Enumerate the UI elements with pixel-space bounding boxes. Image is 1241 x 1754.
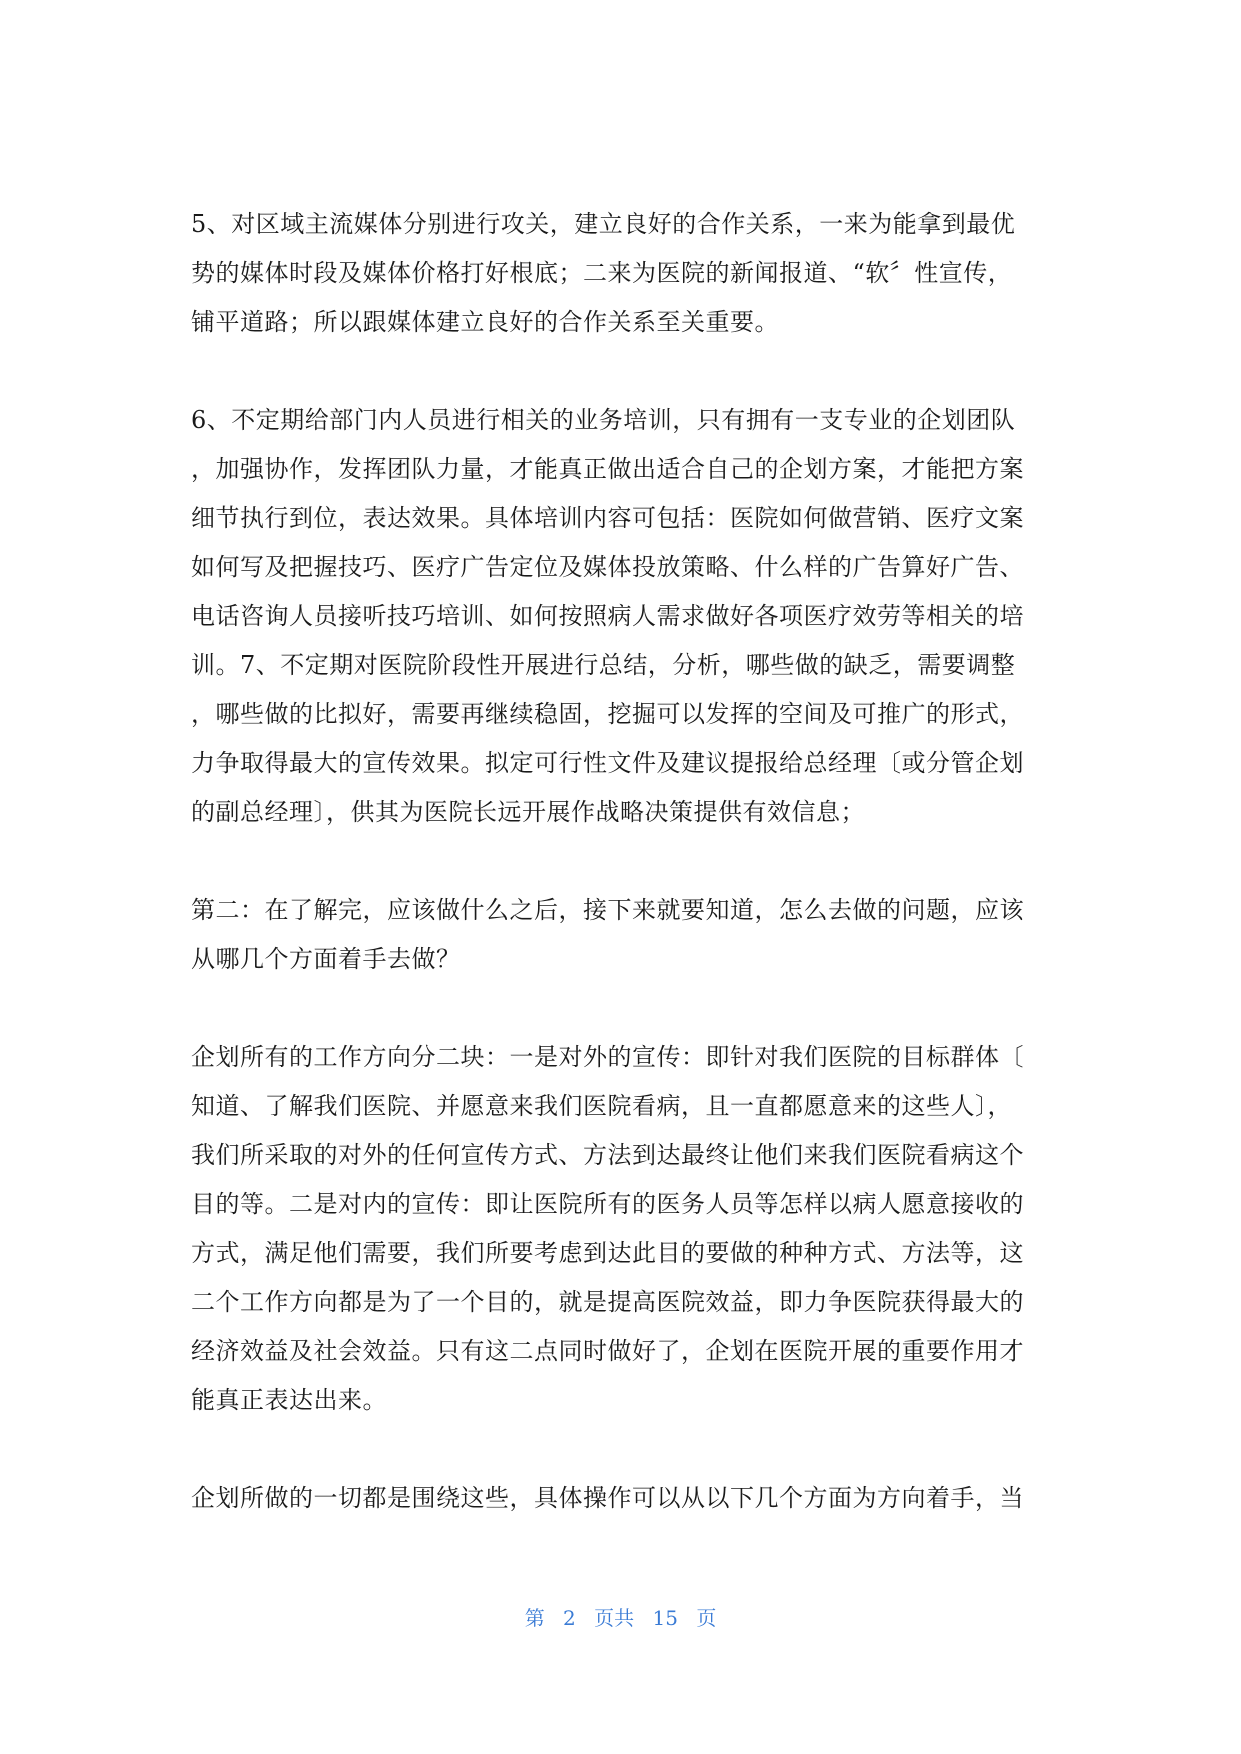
text-line: 经济效益及社会效益。只有这二点同时做好了，企划在医院开展的重要作用才	[191, 1337, 1024, 1365]
text-line: 势的媒体时段及媒体价格打好根底；二来为医院的新闻报道、“软〞性宣传，	[191, 259, 1013, 287]
page-footer	[0, 1602, 1241, 1631]
paragraph-operations	[191, 1474, 1051, 1523]
text-line: 二个工作方向都是为了一个目的，就是提高医院效益，即力争医院获得最大的	[191, 1288, 1024, 1316]
text-line: 如何写及把握技巧、医疗广告定位及媒体投放策略、什么样的广告算好广告、	[191, 553, 1024, 581]
text-line: 训。7、不定期对医院阶段性开展进行总结，分析，哪些做的缺乏，需要调整	[191, 651, 1016, 679]
footer-middle: 页共	[594, 1606, 635, 1630]
footer-suffix: 页	[696, 1606, 717, 1630]
footer-prefix: 第	[524, 1606, 545, 1630]
text-line: 从哪几个方面着手去做？	[191, 945, 461, 973]
text-line: 细节执行到位，表达效果。具体培训内容可包括：医院如何做营销、医疗文案	[191, 504, 1024, 532]
paragraph-5	[191, 200, 1051, 347]
text-line: 知道、了解我们医院、并愿意来我们医院看病，且一直都愿意来的这些人〕，	[191, 1092, 1012, 1120]
text-line: 铺平道路；所以跟媒体建立良好的合作关系至关重要。	[191, 308, 779, 336]
footer-total-pages: 15	[652, 1606, 678, 1630]
text-line: 方式，满足他们需要，我们所要考虑到达此目的要做的种种方式、方法等，这	[191, 1239, 1024, 1267]
paragraph-second	[191, 886, 1051, 984]
text-line: 企划所有的工作方向分二块：一是对外的宣传：即针对我们医院的目标群体〔	[191, 1043, 1024, 1071]
footer-page-number: 2	[563, 1606, 576, 1630]
text-line: 企划所做的一切都是围绕这些，具体操作可以从以下几个方面为方向着手，当	[191, 1484, 1024, 1512]
text-line: 第二：在了解完，应该做什么之后，接下来就要知道，怎么去做的问题，应该	[191, 896, 1024, 924]
text-line: 我们所采取的对外的任何宣传方式、方法到达最终让他们来我们医院看病这个	[191, 1141, 1024, 1169]
text-line: 能真正表达出来。	[191, 1386, 387, 1414]
text-line: 目的等。二是对内的宣传：即让医院所有的医务人员等怎样以病人愿意接收的	[191, 1190, 1024, 1218]
paragraph-work-direction	[191, 1033, 1051, 1425]
text-line: 的副总经理〕，供其为医院长远开展作战略决策提供有效信息；	[191, 798, 865, 826]
paragraph-6-7	[191, 396, 1051, 837]
document-body	[191, 200, 1051, 1523]
text-line: ，加强协作，发挥团队力量，才能真正做出适合自己的企划方案，才能把方案	[191, 455, 1024, 483]
text-line: 6、不定期给部门内人员进行相关的业务培训，只有拥有一支专业的企划团队	[191, 406, 1016, 434]
text-line: 力争取得最大的宣传效果。拟定可行性文件及建议提报给总经理〔或分管企划	[191, 749, 1024, 777]
text-line: 电话咨询人员接听技巧培训、如何按照病人需求做好各项医疗效劳等相关的培	[191, 602, 1024, 630]
text-line: ，哪些做的比拟好，需要再继续稳固，挖掘可以发挥的空间及可推广的形式，	[191, 700, 1024, 728]
text-line: 5、对区域主流媒体分别进行攻关，建立良好的合作关系，一来为能拿到最优	[191, 210, 1016, 238]
